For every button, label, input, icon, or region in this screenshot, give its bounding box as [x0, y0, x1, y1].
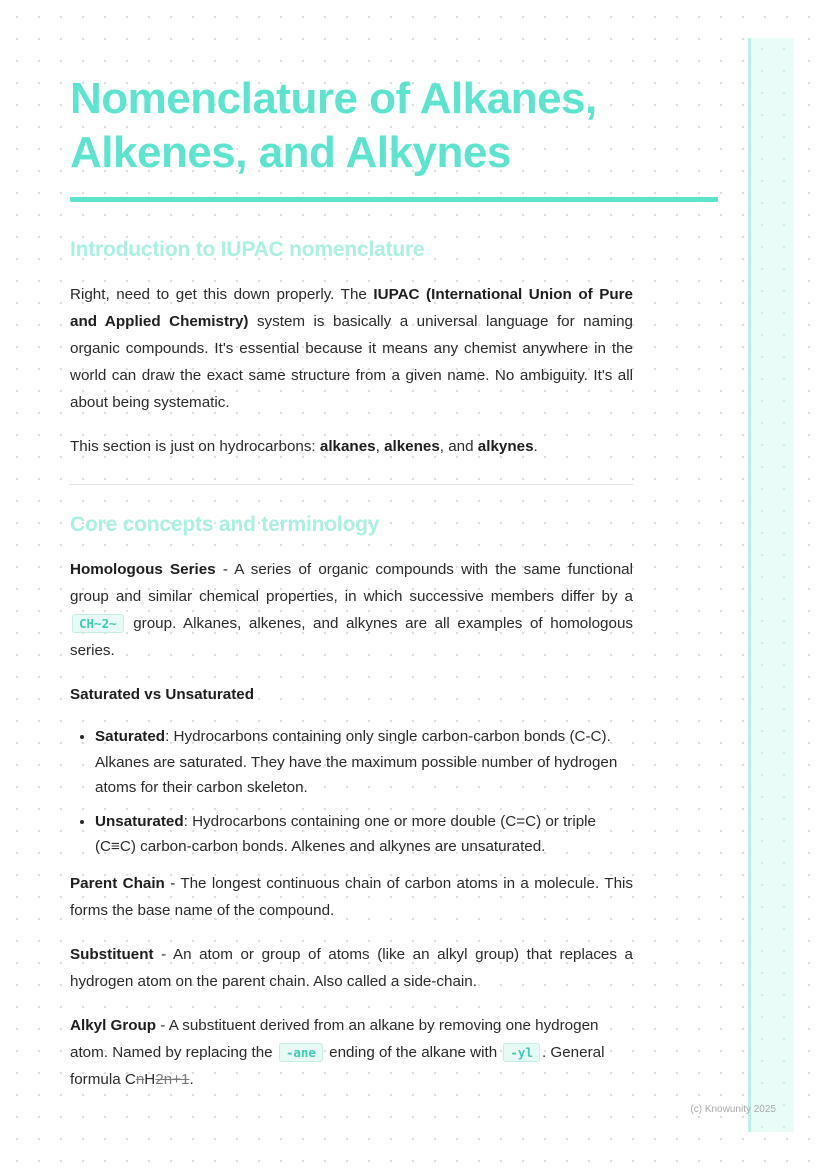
section-heading-intro: Introduction to IUPAC nomenclature: [70, 238, 425, 261]
section-heading-core: Core concepts and terminology: [70, 513, 380, 536]
scope-paragraph: This section is just on hydrocarbons: alkanes, alkenes, and alkynes.: [70, 438, 538, 455]
list-item: • Saturated: Hydrocarbons containing only single carbon-carbon bonds (C-C). Alkanes are saturated. They have the maximum possible number of hydrogen atoms for their carbon skeleton.: [95, 724, 633, 801]
saturation-list: [70, 724, 633, 860]
homologous-series-definition: Homologous Series - A series of organic compounds with the same functional group and similar chemical properties, in which successive members differ by a CH~2~ group. Alkanes, alkenes, and alkynes are all examples of homologous series.: [70, 561, 633, 659]
content-column: [70, 236, 633, 1093]
list-item: • Unsaturated: Hydrocarbons containing one or more double (C=C) or triple (C≡C) carbon-carbon bonds. Alkenes and alkynes are unsaturated.: [95, 809, 633, 860]
alkyl-group-definition: Alkyl Group - A substituent derived from an alkane by removing one hydrogen atom. Named by replacing the -ane ending of the alkane with -yl . General formula CnH2n+1.: [70, 1016, 605, 1088]
substituent-definition: Substituent - An atom or group of atoms (like an alkyl group) that replaces a hydrogen atom on the parent chain. Also called a side-chain.: [70, 945, 633, 990]
document-page: [70, 72, 718, 1093]
title-underline: [70, 197, 718, 202]
section-divider: [70, 484, 633, 485]
iupac-term: IUPAC (International Union of Pure and Applied Chemistry): [70, 286, 633, 330]
definitions: [70, 870, 633, 1093]
page-title: Nomenclature of Alkanes, Alkenes, and Alkynes: [70, 74, 597, 177]
ane-code: -ane: [279, 1043, 323, 1062]
saturated-subheading: Saturated vs Unsaturated: [70, 686, 254, 703]
yl-code: -yl: [503, 1043, 540, 1062]
intro-paragraph: Right, need to get this down properly. The IUPAC (International Union of Pure and Applied Chemistry) system is basically a universal language for naming organic compounds. It's essential because it means any chemist anywhere in the world can draw the exact same structure from a given name. No ambiguity. It's all about being systematic.: [70, 286, 633, 411]
copyright-footer: (c) Knowunity 2025: [690, 1104, 776, 1115]
ch2-code: CH~2~: [72, 614, 124, 633]
side-margin-strip: [748, 38, 794, 1132]
parent-chain-definition: Parent Chain - The longest continuous chain of carbon atoms in a molecule. This forms the base name of the compound.: [70, 874, 633, 919]
